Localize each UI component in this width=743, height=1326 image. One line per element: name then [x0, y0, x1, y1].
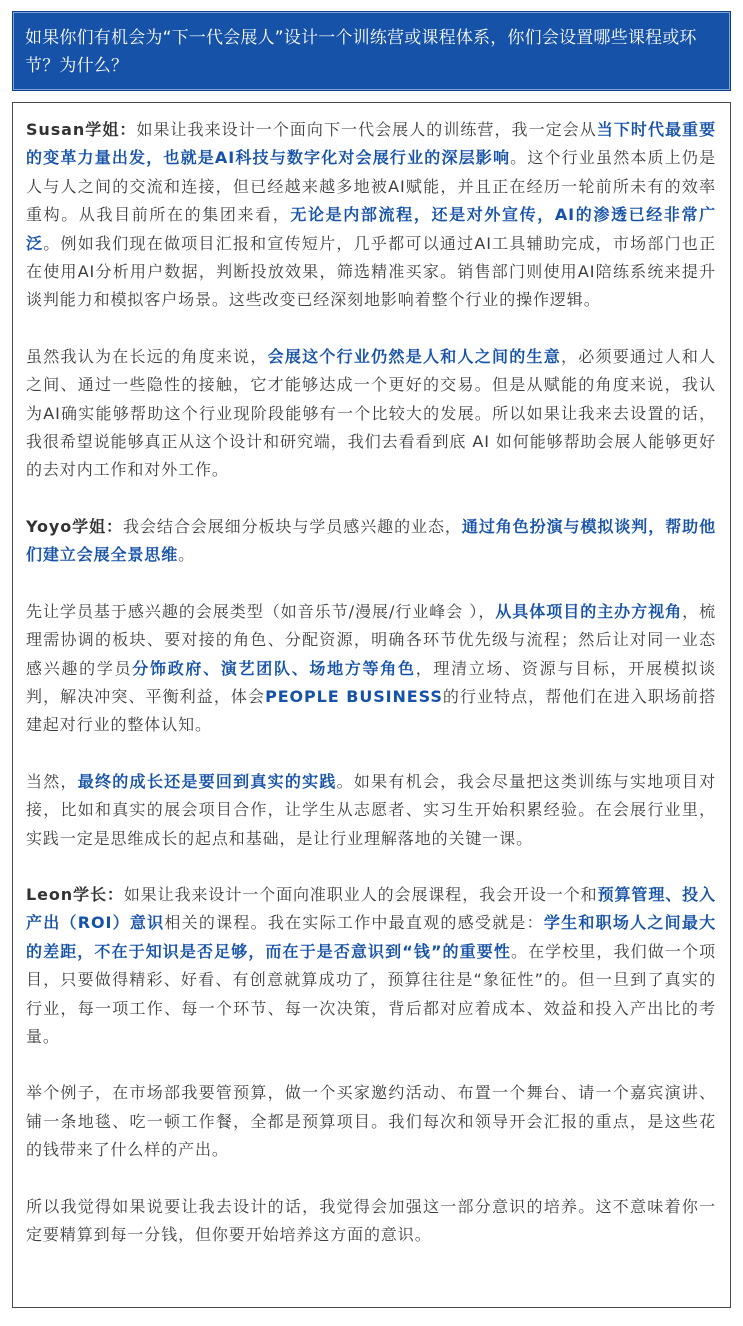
paragraph-gap — [26, 570, 716, 598]
question-header — [12, 11, 731, 91]
body-text: 相关的课程。我在实际工作中最直观的感受就是： — [164, 913, 544, 933]
paragraph-leon-2 — [26, 1079, 716, 1164]
highlighted-text: 通过角色扮演与模拟谈判，帮助他们建立会展全景思维 — [26, 516, 716, 565]
paragraph-gap — [26, 1051, 716, 1079]
body-text: 。 — [178, 545, 196, 565]
body-text: ，必须要通过人和人之间、通过一些隐性的接触，它才能够达成一个更好的交易。但是从赋能的角度来说，我认为AI确实能够帮助这个行业现阶段能够有一个比较大的发展。所以如果让我来去设置的话，我很希望说能够真正从这个设计和研究端，我们去看看到底 AI 如何能够帮助会展人能够更好的去对内工作和对外工作。 — [26, 346, 716, 480]
body-text: 我会结合会展细分板块与学员感兴趣的业态， — [123, 516, 462, 536]
paragraph-gap — [26, 485, 716, 513]
body-text: 先让学员基于感兴趣的会展类型（如音乐节/漫展/行业峰会 ）， — [26, 601, 496, 621]
paragraph-susan-2 — [26, 343, 716, 485]
body-text: ，梳理需协调的板块、要对接的角色、分配资源，明确各环节优先级与流程；然后让对同一业态感兴趣的学员 — [26, 601, 716, 678]
answer-panel — [12, 102, 731, 1308]
paragraph-gap — [26, 740, 716, 768]
highlighted-text: 从具体项目的主办方视角 — [495, 601, 683, 621]
speaker-name: Yoyo学姐： — [26, 516, 124, 536]
speaker-name: Leon学长： — [26, 884, 124, 904]
highlighted-text: 会展这个行业仍然是人和人之间的生意 — [267, 346, 562, 366]
body-text: 如果让我来设计一个面向下一代会展人的训练营，我一定会从 — [136, 120, 597, 139]
paragraph-yoyo-2 — [26, 598, 716, 740]
paragraph-gap — [26, 1165, 716, 1193]
paragraph-yoyo-3 — [26, 768, 716, 853]
paragraph-gap — [26, 315, 716, 343]
body-text: 举个例子，在市场部我要管预算，做一个买家邀约活动、布置一个舞台、请一个嘉宾演讲、铺一条地毯、吃一顿工作餐，全都是预算项目。我们每次和领导开会汇报的重点，是这些花的钱带来了什么样的产出。 — [26, 1083, 716, 1160]
paragraph-susan-1 — [26, 116, 716, 315]
body-text: ，理清立场、资源与目标，开展模拟谈判，解决冲突、平衡利益，体会 — [26, 658, 716, 706]
paragraph-gap — [26, 853, 716, 881]
highlighted-text: 无论是内部流程，还是对外宣传，AI的渗透已经非常广泛 — [26, 205, 716, 253]
body-text: 。在学校里，我们做一个项目，只要做得精彩、好看、有创意就算成功了，预算往往是“象征性”的。但一旦到了真实的行业，每一项工作、每一个环节、每一次决策，背后都对应着成本、效益和投入产出比的考量。 — [26, 941, 716, 1046]
body-text: 如果让我来设计一个面向准职业人的会展课程，我会开设一个和 — [123, 884, 598, 904]
highlighted-text: 分饰政府、演艺团队、场地方等角色 — [132, 658, 416, 678]
paragraph-leon-1 — [26, 881, 716, 1051]
question-text: 如果你们有机会为“下一代会展人”设计一个训练营或课程体系，你们会设置哪些课程或环节？为什么？ — [25, 28, 697, 76]
body-text: 。例如我们现在做项目汇报和宣传短片，几乎都可以通过AI工具辅助完成，市场部门也正在使用AI分析用户数据，判断投放效果，筛选精准买家。销售部门则使用AI陪练系统来提升谈判能力和模拟客户场景。这些改变已经深刻地影响着整个行业的操作逻辑。 — [26, 233, 716, 310]
body-text: 。如果有机会，我会尽量把这类训练与实地项目对接，比如和真实的展会项目合作，让学生从志愿者、实习生开始积累经验。在会展行业里，实践一定是思维成长的起点和基础，是让行业理解落地的关键一课。 — [26, 771, 716, 848]
body-text: 所以我觉得如果说要让我去设计的话，我觉得会加强这一部分意识的培养。这不意味着你一定要精算到每一分钱，但你要开始培养这方面的意识。 — [26, 1196, 716, 1244]
body-text: 当然， — [26, 771, 78, 791]
highlighted-text: 最终的成长还是要回到真实的实践 — [77, 771, 337, 791]
paragraph-yoyo-1 — [26, 513, 716, 570]
paragraph-leon-3 — [26, 1193, 716, 1250]
body-text: 的行业特点，帮他们在进入职场前搭建起对行业的整体认知。 — [26, 686, 716, 735]
body-text: 虽然我认为在长远的角度来说， — [26, 346, 268, 366]
highlighted-text: 当下时代最重要的变革力量出发，也就是AI科技与数字化对会展行业的深层影响 — [26, 120, 716, 168]
highlighted-text: PEOPLE BUSINESS — [265, 686, 443, 706]
speaker-name: Susan学姐： — [26, 120, 137, 139]
highlighted-text: 预算管理、投入产出（ROI）意识 — [26, 884, 716, 933]
body-text: 。这个行业虽然本质上仍是人与人之间的交流和连接，但已经越来越多地被AI赋能，并且正在经历一轮前所未有的效率重构。从我目前所在的集团来看， — [26, 148, 716, 225]
highlighted-text: 学生和职场人之间最大的差距，不在于知识是否足够，而在于是否意识到“钱”的重要性 — [26, 913, 716, 961]
